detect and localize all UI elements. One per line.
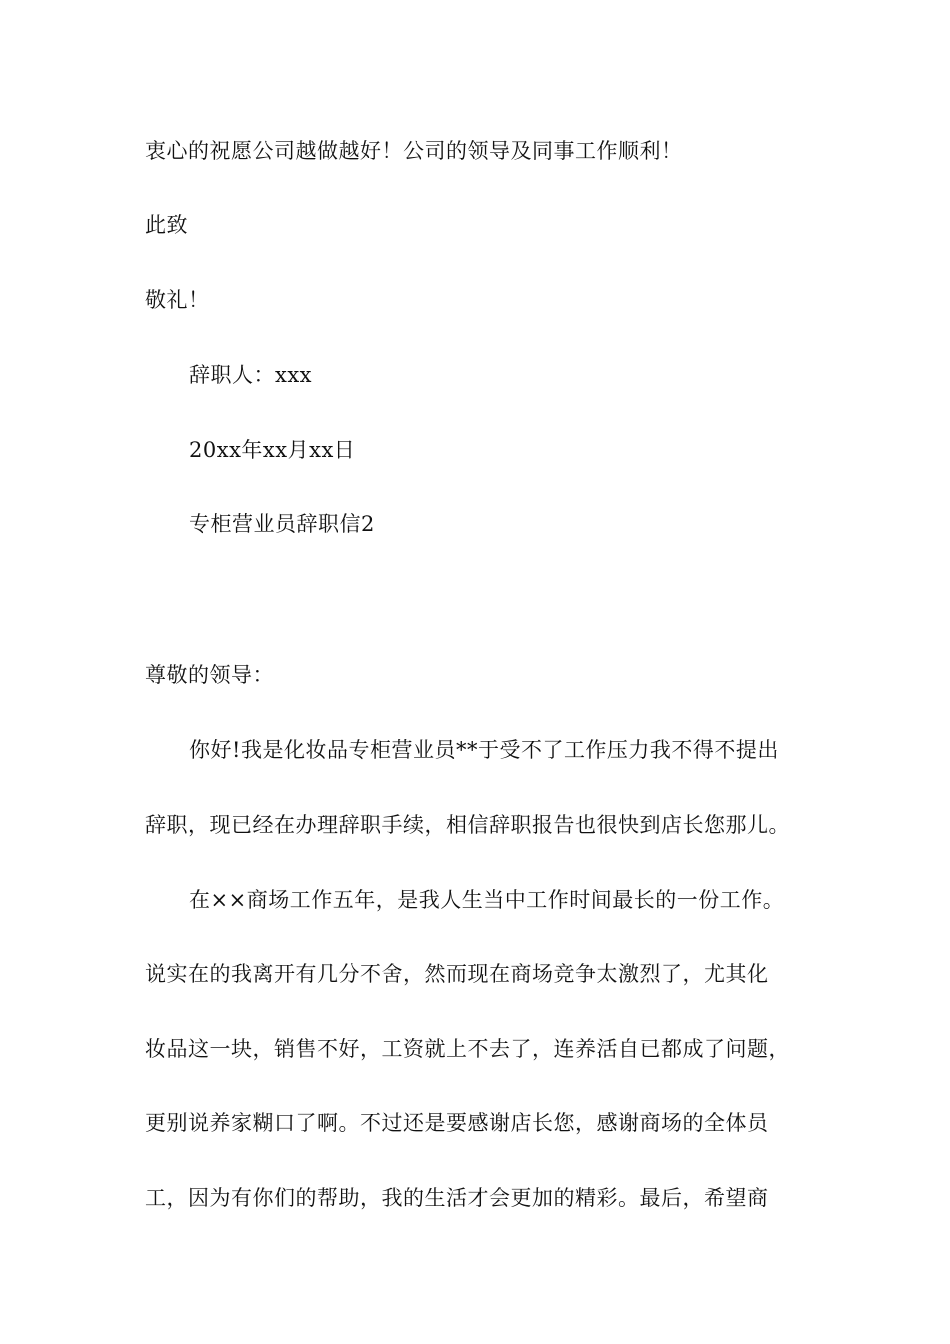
paragraph-line: 工，因为有你们的帮助，我的生活才会更加的精彩。最后，希望商 bbox=[145, 1186, 769, 1210]
salutation-cizhi: 此致 bbox=[145, 213, 188, 237]
signature-date: 20xx年xx月xx日 bbox=[189, 438, 356, 462]
paragraph-line: 你好!我是化妆品专柜营业员**于受不了工作压力我不得不提出 bbox=[189, 738, 779, 762]
paragraph-line: 在××商场工作五年，是我人生当中工作时间最长的一份工作。 bbox=[189, 888, 785, 912]
salutation-jingli: 敬礼！ bbox=[145, 288, 210, 312]
closing-wish: 衷心的祝愿公司越做越好！公司的领导及同事工作顺利！ bbox=[145, 139, 683, 163]
paragraph-line: 说实在的我离开有几分不舍，然而现在商场竞争太激烈了，尤其化 bbox=[145, 962, 769, 986]
paragraph-line: 辞职，现已经在办理辞职手续，相信辞职报告也很快到店长您那儿。 bbox=[145, 813, 790, 837]
paragraph-line: 更别说养家糊口了啊。不过还是要感谢店长您，感谢商场的全体员 bbox=[145, 1111, 769, 1135]
signature-name: 辞职人：xxx bbox=[189, 363, 313, 387]
letter-greeting: 尊敬的领导： bbox=[145, 663, 274, 687]
section-title: 专柜营业员辞职信2 bbox=[189, 512, 375, 536]
paragraph-line: 妆品这一块，销售不好，工资就上不去了，连养活自已都成了问题， bbox=[145, 1037, 790, 1061]
